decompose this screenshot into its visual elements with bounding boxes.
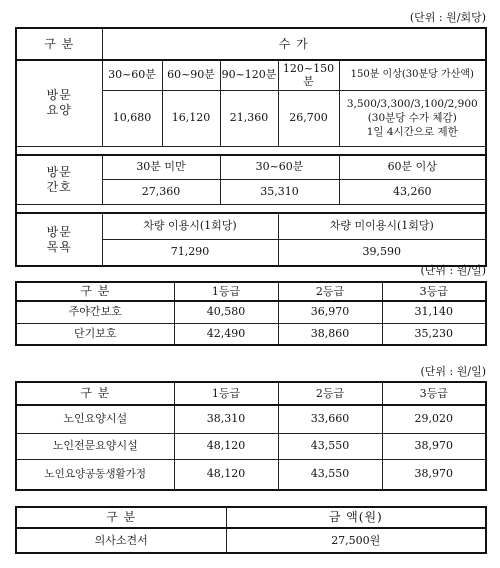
col-nursing-under-30: 30분 미만 (102, 155, 220, 180)
cell-value: 31,140 (382, 301, 486, 323)
cell-value: 40,580 (174, 301, 278, 323)
cell-value: 38,970 (382, 459, 486, 490)
unit-label-per-day-2: (단위 : 원/일) (420, 365, 486, 378)
header-fee: 수 가 (102, 28, 486, 60)
home-service-fee-table (15, 27, 487, 267)
col-bath-without-vehicle: 차량 미이용시(1회당) (278, 213, 486, 239)
val-doctor-opinion: 27,500원 (226, 528, 486, 553)
row-label-visit-care: 방문 요양 (16, 60, 102, 146)
col-visit-care-150-plus: 150분 이상(30분당 가산액) (339, 60, 486, 90)
col-visit-care-120-150: 120~150분 (278, 60, 339, 90)
table-row (16, 528, 486, 553)
val-bath-with-vehicle: 71,290 (102, 239, 278, 266)
row-name-specialized-nursing-home: 노인전문요양시설 (16, 433, 174, 459)
table-row (16, 301, 486, 323)
t3-header-grade-2: 2등급 (278, 382, 382, 405)
t4-header-amount: 금 액(원) (226, 507, 486, 528)
cell-value: 42,490 (174, 323, 278, 345)
cell-value: 35,230 (382, 323, 486, 345)
col-nursing-30-60: 30~60분 (220, 155, 339, 180)
val-visit-care-150-plus (339, 90, 486, 146)
cell-value: 48,120 (174, 433, 278, 459)
cell-value: 36,970 (278, 301, 382, 323)
table-row (16, 405, 486, 433)
cell-value: 38,860 (278, 323, 382, 345)
val-visit-care-30-60: 10,680 (102, 90, 162, 146)
val-bath-without-vehicle: 39,590 (278, 239, 486, 266)
row-label-visit-bath: 방문 목욕 (16, 213, 102, 266)
t3-header-grade-3: 3등급 (382, 382, 486, 405)
row-name-nursing-home: 노인요양시설 (16, 405, 174, 433)
t2-header-grade-1: 1등급 (174, 282, 278, 301)
cell-value: 29,020 (382, 405, 486, 433)
extra-rate-limit: 1일 4시간으로 제한 (366, 126, 458, 139)
day-care-fee-table (15, 281, 487, 346)
cell-value: 43,550 (278, 459, 382, 490)
row-name-group-home: 노인요양공동생활가정 (16, 459, 174, 490)
cell-value: 38,970 (382, 433, 486, 459)
val-visit-care-90-120: 21,360 (220, 90, 278, 146)
row-name-short-term-care: 단기보호 (16, 323, 174, 345)
t3-header-category: 구 분 (16, 382, 174, 405)
val-nursing-60-plus: 43,260 (339, 180, 486, 205)
val-nursing-under-30: 27,360 (102, 180, 220, 205)
table-row (16, 433, 486, 459)
cell-value: 43,550 (278, 433, 382, 459)
val-visit-care-60-90: 16,120 (162, 90, 220, 146)
cell-value: 33,660 (278, 405, 382, 433)
facility-fee-table (15, 381, 487, 491)
val-visit-care-120-150: 26,700 (278, 90, 339, 146)
table-row (16, 323, 486, 345)
col-visit-care-90-120: 90~120분 (220, 60, 278, 90)
col-visit-care-60-90: 60~90분 (162, 60, 220, 90)
row-name-day-night-care: 주야간보호 (16, 301, 174, 323)
col-nursing-60-plus: 60분 이상 (339, 155, 486, 180)
col-bath-with-vehicle: 차량 이용시(1회당) (102, 213, 278, 239)
col-visit-care-30-60: 30~60분 (102, 60, 162, 90)
val-nursing-30-60: 35,310 (220, 180, 339, 205)
t2-header-grade-2: 2등급 (278, 282, 382, 301)
table-row (16, 459, 486, 490)
header-category: 구 분 (16, 28, 102, 60)
unit-label-per-day: (단위 : 원/일) (420, 264, 486, 277)
t2-header-grade-3: 3등급 (382, 282, 486, 301)
t3-header-grade-1: 1등급 (174, 382, 278, 405)
cell-value: 48,120 (174, 459, 278, 490)
t2-header-category: 구 분 (16, 282, 174, 301)
cell-value: 38,310 (174, 405, 278, 433)
row-name-doctor-opinion: 의사소견서 (16, 528, 226, 553)
doctor-opinion-fee-table (15, 506, 487, 554)
extra-rate-line: 3,500/3,300/3,100/2,900 (346, 97, 478, 110)
extra-rate-note: (30분당 수가 체감) (367, 111, 457, 124)
row-label-visit-nursing: 방문 간호 (16, 155, 102, 205)
t4-header-category: 구 분 (16, 507, 226, 528)
unit-label-per-visit: (단위 : 원/회당) (409, 11, 486, 24)
